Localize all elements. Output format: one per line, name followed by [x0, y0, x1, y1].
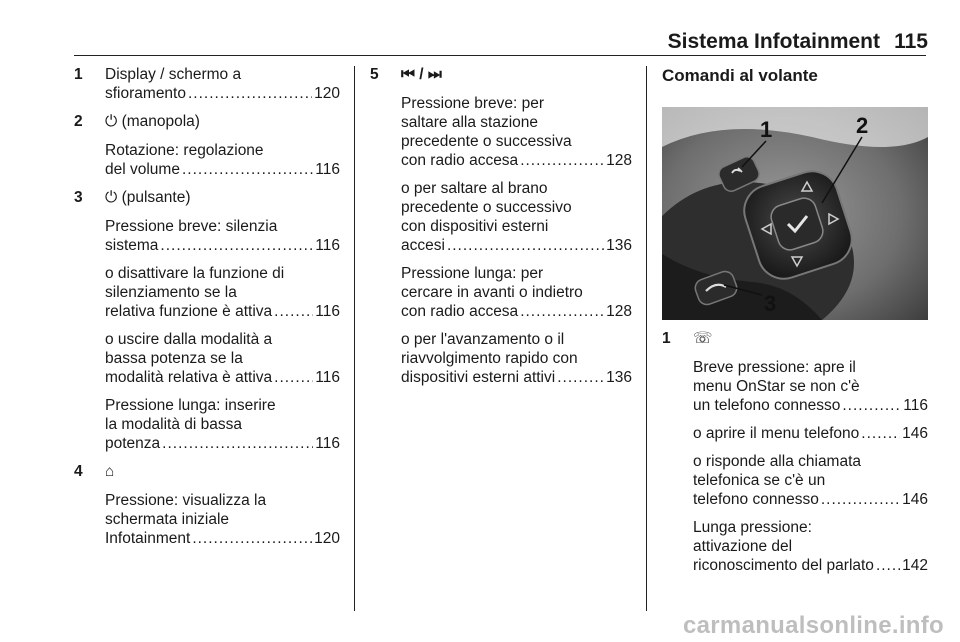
toc-page: 116: [315, 369, 340, 386]
toc-line[interactable]: [401, 302, 632, 321]
header-rule: [74, 55, 926, 56]
toc-text: con radio accesa: [401, 303, 519, 320]
toc-line[interactable]: [105, 368, 340, 387]
leader-dots: [274, 302, 313, 321]
toc-page: 116: [315, 237, 340, 254]
entry-number: 4: [74, 463, 83, 480]
leader-dots: [557, 368, 604, 387]
entry-text: Rotazione: regolazione: [105, 142, 264, 159]
toc-text: un telefono connesso: [693, 397, 841, 414]
toc-text: potenza: [105, 435, 161, 452]
toc-line[interactable]: [105, 160, 340, 179]
leader-dots: [861, 424, 900, 443]
leader-dots: [192, 529, 312, 548]
column-divider-2: [646, 66, 647, 611]
entry-text: cercare in avanti o indietro: [401, 284, 583, 301]
entry-heading: ⏻ (manopola): [105, 113, 200, 130]
toc-page: 142: [902, 557, 928, 574]
paragraph: [693, 518, 928, 575]
paragraph: [693, 358, 928, 415]
entry-text: Breve pressione: apre il: [693, 359, 856, 376]
leader-dots: [162, 434, 313, 453]
paragraph: [693, 452, 928, 509]
entry-text: Pressione breve: silenzia: [105, 218, 278, 235]
skip-track-icon: ⏮ / ⏭: [401, 66, 442, 83]
toc-line[interactable]: [693, 556, 928, 575]
entry-text: o disattivare la funzione di: [105, 265, 285, 282]
toc-page: 128: [606, 152, 632, 169]
toc-page: 116: [315, 303, 340, 320]
entry-text: Pressione lunga: inserire: [105, 397, 276, 414]
entry-1-steering: [662, 329, 928, 575]
toc-page: 146: [902, 425, 928, 442]
entry-text: attivazione del: [693, 538, 793, 555]
toc-page: 136: [606, 369, 632, 386]
entry-3: [74, 188, 340, 453]
entry-text: schermata iniziale: [105, 511, 230, 528]
column-3: [662, 66, 928, 575]
leader-dots: [182, 160, 313, 179]
home-icon: ⌂: [105, 463, 115, 480]
entry-text: o risponde alla chiamata: [693, 453, 862, 470]
section-title: Comandi al volante: [662, 66, 818, 85]
toc-line[interactable]: [401, 236, 632, 255]
callout-1: 1: [760, 117, 773, 142]
watermark: carmanualsonline.info: [683, 612, 945, 639]
toc-page: 116: [315, 161, 340, 178]
paragraph: [401, 179, 632, 255]
paragraph: [401, 94, 632, 170]
toc-page: 116: [903, 397, 928, 414]
toc-line[interactable]: [401, 368, 632, 387]
leader-dots: [842, 396, 901, 415]
entry-text: Lunga pressione:: [693, 519, 812, 536]
entry-5: [370, 65, 632, 387]
paragraph: [105, 264, 340, 321]
entry-text: riavvolgimento rapido con: [401, 350, 578, 367]
paragraph: [401, 264, 632, 321]
column-divider-1: [354, 66, 355, 611]
toc-page: 116: [315, 435, 340, 452]
entry-text: menu OnStar se non c'è: [693, 378, 860, 395]
toc-text: del volume: [105, 161, 180, 178]
column-1: [74, 65, 340, 548]
leader-dots: [188, 84, 312, 103]
toc-page: 146: [902, 491, 928, 508]
toc-line[interactable]: [105, 302, 340, 321]
toc-line[interactable]: [105, 529, 340, 548]
entry-text: con dispositivi esterni: [401, 218, 549, 235]
paragraph: [105, 330, 340, 387]
voice-call-icon: ☏: [693, 330, 713, 347]
toc-line[interactable]: [693, 490, 928, 509]
entry-text: o uscire dalla modalità a: [105, 331, 273, 348]
toc-page: 128: [606, 303, 632, 320]
paragraph: [693, 424, 928, 443]
entry-text: Pressione lunga: per: [401, 265, 544, 282]
entry-1: [74, 65, 340, 103]
toc-text: Infotainment: [105, 530, 191, 547]
entry-text: la modalità di bassa: [105, 416, 242, 433]
toc-text: accesi: [401, 237, 445, 254]
leader-dots: [821, 490, 900, 509]
entry-text: silenziamento se la: [105, 284, 237, 301]
toc-line[interactable]: [693, 396, 928, 415]
toc-line[interactable]: [401, 151, 632, 170]
entry-number: 5: [370, 66, 379, 83]
leader-dots: [520, 302, 604, 321]
entry-number: 2: [74, 113, 83, 130]
entry-2: [74, 112, 340, 179]
entry-text: Pressione breve: per: [401, 95, 545, 112]
entry-text: saltare alla stazione: [401, 114, 538, 131]
entry-text: telefonica se c'è un: [693, 472, 826, 489]
entry-text: Pressione: visualizza la: [105, 492, 267, 509]
toc-line[interactable]: [105, 236, 340, 255]
entry-heading: ⏻ (pulsante): [105, 189, 191, 206]
leader-dots: [447, 236, 604, 255]
entry-text: o per saltare al brano: [401, 180, 548, 197]
callout-3: 3: [764, 291, 777, 316]
paragraph: [401, 330, 632, 387]
entry-text: precedente o successivo: [401, 199, 572, 216]
toc-line[interactable]: [105, 434, 340, 453]
entry-number: 1: [662, 330, 671, 347]
page-number: 115: [894, 30, 928, 53]
toc-text: relativa funzione è attiva: [105, 303, 273, 320]
entry-text: precedente o successiva: [401, 133, 572, 150]
toc-page: 120: [314, 85, 340, 102]
page-header-title: Sistema Infotainment: [667, 30, 880, 53]
leader-dots: [520, 151, 604, 170]
leader-dots: [274, 368, 313, 387]
toc-text: dispositivi esterni attivi: [401, 369, 556, 386]
leader-dots: [876, 556, 900, 575]
toc-text: riconoscimento del parlato: [693, 557, 874, 574]
paragraph: [105, 396, 340, 453]
toc-text: sfioramento: [105, 85, 186, 102]
toc-text: modalità relativa è attiva: [105, 369, 273, 386]
toc-text: o aprire il menu telefono: [693, 425, 860, 442]
steering-wheel-controls-photo: [662, 107, 928, 320]
column-2: [370, 65, 632, 387]
toc-line[interactable]: [105, 84, 340, 103]
toc-line[interactable]: [693, 424, 928, 443]
entry-text: bassa potenza se la: [105, 350, 243, 367]
entry-number: 3: [74, 189, 83, 206]
toc-page: 120: [314, 530, 340, 547]
entry-text: Display / schermo a: [105, 66, 242, 83]
entry-number: 1: [74, 66, 83, 83]
toc-page: 136: [606, 237, 632, 254]
toc-text: telefono connesso: [693, 491, 819, 508]
leader-dots: [160, 236, 313, 255]
paragraph: [105, 217, 340, 255]
toc-text: sistema: [105, 237, 159, 254]
toc-text: con radio accesa: [401, 152, 519, 169]
entry-4: [74, 462, 340, 548]
callout-2: 2: [856, 113, 869, 138]
entry-text: o per l'avanzamento o il: [401, 331, 565, 348]
